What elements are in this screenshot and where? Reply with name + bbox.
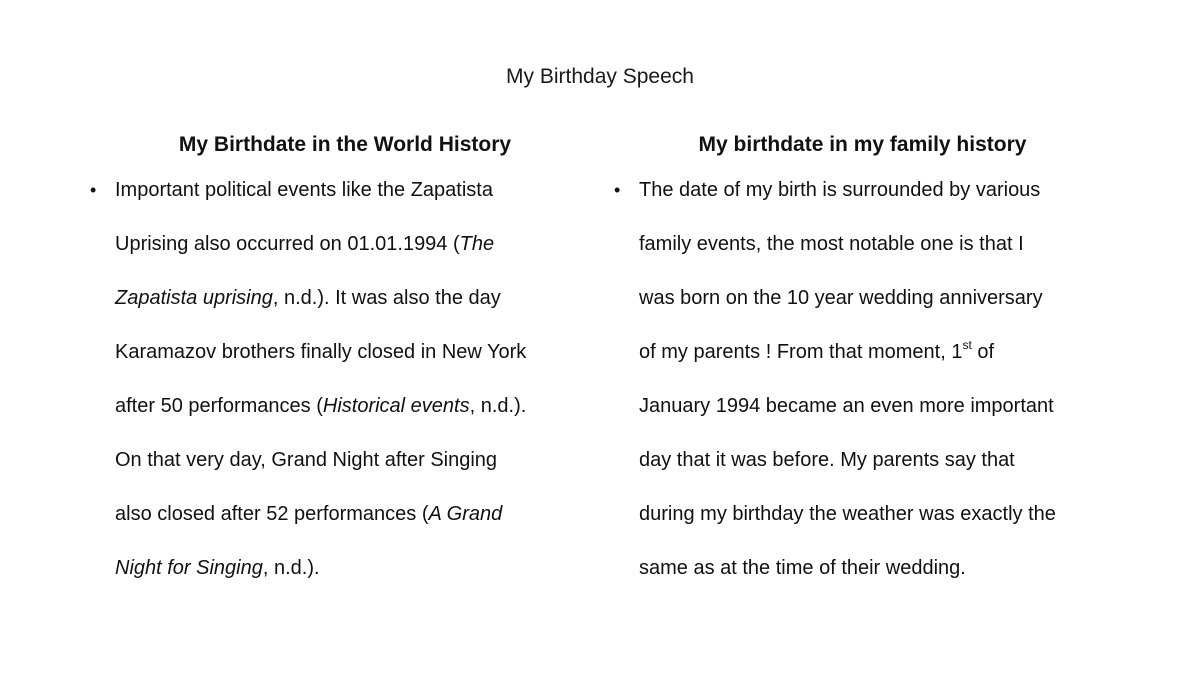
left-column-heading: My Birthdate in the World History bbox=[178, 133, 512, 156]
citation-title: Night for Singing bbox=[115, 557, 263, 579]
ordinal-suffix: st bbox=[962, 338, 972, 353]
bullet-icon: • bbox=[614, 180, 621, 200]
citation-title: A Grand bbox=[428, 503, 503, 525]
left-bullet-paragraph bbox=[90, 163, 600, 595]
text-line bbox=[639, 379, 1124, 433]
text-segment: also closed after 52 performances ( bbox=[115, 503, 429, 525]
text-segment: , n.d.). bbox=[469, 395, 527, 417]
text-segment: The date of my birth is surrounded by various bbox=[639, 179, 1041, 201]
citation-title: The bbox=[459, 233, 495, 255]
text-segment: day that it was before. My parents say that bbox=[639, 449, 1015, 471]
text-segment: On that very day, Grand Night after Singing bbox=[115, 449, 498, 471]
text-segment: of bbox=[971, 341, 995, 363]
right-column-heading: My birthdate in my family history bbox=[698, 133, 1027, 156]
text-line bbox=[639, 487, 1124, 541]
text-segment: family events, the most notable one is that I bbox=[639, 233, 1024, 255]
text-segment: after 50 performances ( bbox=[115, 395, 323, 417]
text-line bbox=[115, 541, 600, 595]
citation-title: Zapatista uprising bbox=[115, 287, 273, 309]
text-line bbox=[115, 271, 600, 325]
text-line bbox=[115, 379, 600, 433]
text-segment: , n.d.). It was also the day bbox=[272, 287, 501, 309]
text-line bbox=[639, 271, 1124, 325]
slide-title: My Birthday Speech bbox=[506, 65, 694, 88]
text-line bbox=[639, 541, 1124, 595]
text-segment: Important political events like the Zapatista bbox=[115, 179, 493, 201]
text-line bbox=[639, 325, 1124, 379]
text-line bbox=[115, 487, 600, 541]
text-segment: Uprising also occurred on 01.01.1994 ( bbox=[115, 233, 460, 255]
text-line bbox=[115, 163, 600, 217]
right-bullet-paragraph bbox=[614, 163, 1124, 595]
text-segment: , n.d.). bbox=[262, 557, 320, 579]
bullet-icon: • bbox=[90, 180, 97, 200]
text-segment: same as at the time of their wedding. bbox=[639, 557, 966, 579]
text-segment: during my birthday the weather was exactly the bbox=[639, 503, 1056, 525]
text-line bbox=[115, 433, 600, 487]
text-segment: Karamazov brothers finally closed in New York bbox=[115, 341, 527, 363]
text-segment: January 1994 became an even more important bbox=[639, 395, 1054, 417]
text-line bbox=[639, 433, 1124, 487]
text-line bbox=[115, 325, 600, 379]
text-segment: was born on the 10 year wedding anniversary bbox=[639, 287, 1043, 309]
text-line bbox=[639, 217, 1124, 271]
citation-title: Historical events bbox=[322, 395, 470, 417]
text-segment: of my parents ! From that moment, 1 bbox=[639, 341, 963, 363]
text-line bbox=[115, 217, 600, 271]
text-line bbox=[639, 163, 1124, 217]
